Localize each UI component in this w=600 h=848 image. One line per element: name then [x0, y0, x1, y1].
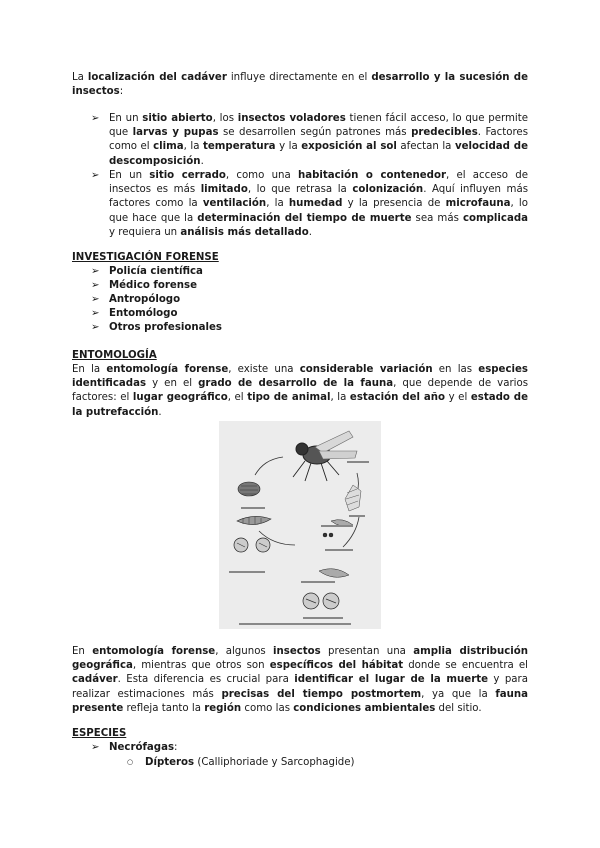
bold-run: estado de la putrefacción — [72, 392, 528, 418]
list-item: ➢ Policía científica — [91, 266, 203, 277]
bold-run: fauna presente — [72, 688, 528, 714]
text-run: En la — [72, 364, 107, 375]
bold-run: insectos voladores — [237, 113, 346, 124]
text-run: , la — [330, 392, 350, 404]
arrow-bullet-icon: ➢ — [91, 280, 100, 291]
text-run: , existe una — [228, 364, 300, 375]
text-run: , ya que la — [421, 688, 496, 700]
arrow-bullet-icon: ➢ — [91, 113, 100, 124]
text-run: En un — [109, 170, 150, 181]
text-run: tienen fácil acceso, lo que permite que — [109, 113, 528, 139]
text-run: como las — [241, 702, 294, 714]
bold-run: precisas del tiempo postmortem — [221, 688, 422, 700]
text-run: . — [200, 155, 204, 167]
circle-bullet-icon: ○ — [127, 758, 134, 766]
text-run: y el — [445, 392, 471, 404]
text-run: En — [72, 646, 93, 657]
bold-run: larvas y pupas — [132, 127, 219, 139]
bold-run: complicada — [462, 212, 528, 224]
bold-run: colonización — [352, 184, 424, 196]
bold-run: identificar el lugar de la muerte — [294, 674, 489, 686]
text-run: , los — [212, 113, 238, 124]
text-run: . Esta diferencia es crucial para — [117, 674, 295, 686]
text-run: y para realizar estimaciones más — [72, 674, 528, 700]
section-heading-entomologia: ENTOMOLOGÍA — [72, 350, 157, 361]
bold-run: exposición al sol — [301, 141, 397, 153]
bold-run: tipo de animal — [247, 392, 331, 404]
pupa-drawing — [238, 482, 260, 496]
bullet-text — [91, 169, 528, 240]
text-run: , mientras que otros son — [132, 660, 270, 672]
sub-list-item-dipteros: ○ Dípteros (Calliphoriade y Sarcophagide) — [127, 757, 355, 768]
text-run: En un — [109, 113, 143, 124]
bold-run: sitio abierto — [142, 113, 213, 124]
bold-run: grado de desarrollo de la fauna — [198, 378, 394, 390]
list-item: ➢ Entomólogo — [91, 308, 178, 319]
bold-run: entomología forense — [106, 364, 229, 375]
text-run: , la — [266, 198, 289, 210]
text-run: del sitio. — [435, 702, 482, 714]
text-run: y la — [275, 141, 302, 153]
text-run: y la presencia de — [342, 198, 446, 210]
entomologia-paragraph — [72, 363, 528, 420]
bold-run: considerable variación — [299, 364, 433, 375]
bold-run: sitio cerrado — [149, 170, 226, 181]
text-run: , la — [183, 141, 204, 153]
section-heading-investigacion: INVESTIGACIÓN FORENSE — [72, 252, 219, 263]
text-run: , el acceso de insectos es más — [109, 170, 528, 196]
text-run: en las — [432, 364, 479, 375]
bold-run: análisis más detallado — [180, 226, 309, 238]
text-run: y requiera un — [109, 226, 181, 238]
text-run: , que depende de varios factores: el — [72, 378, 528, 404]
text-run: y en el — [146, 378, 199, 390]
life-cycle-illustration — [219, 421, 381, 629]
text-run: . Aquí influyen más factores como la — [109, 184, 529, 210]
arrow-bullet-icon: ➢ — [91, 322, 100, 333]
bullet-text — [91, 112, 528, 169]
text-run: donde se encuentra el — [403, 660, 528, 672]
bold-run: predecibles — [411, 127, 478, 139]
bold-run: estación del año — [349, 392, 445, 404]
text-run: sea más — [411, 212, 463, 224]
bold-run: lugar geográfico — [132, 392, 228, 404]
list-item: ➢ Otros profesionales — [91, 322, 222, 333]
bold-run: microfauna — [445, 198, 511, 210]
text-run: . — [158, 406, 162, 418]
text-run: . Factores como el — [109, 127, 529, 153]
bold-run: específicos del hábitat — [269, 660, 404, 672]
bold-run: ventilación — [202, 198, 267, 210]
insect-life-cycle-figure — [219, 421, 381, 629]
text-run: , el — [227, 392, 248, 404]
bold-run: limitado — [200, 184, 248, 196]
text-run: , como una — [225, 170, 298, 181]
bullet-open-site — [91, 112, 528, 169]
text-run: , algunos — [215, 646, 274, 657]
text-run: se desarrollen según patrones más — [218, 127, 412, 139]
text-run: . — [308, 226, 312, 238]
bold-run: amplia distribución geográfica — [72, 646, 529, 672]
bold-run: habitación o contenedor — [297, 170, 446, 181]
intro-paragraph: La localización del cadáver influye directamente en el desarrollo y la sucesión de insectos: — [72, 72, 529, 98]
list-item-necrofagas: ➢ Necrófagas: — [91, 742, 178, 753]
bold-run: entomología forense — [92, 646, 216, 657]
arrow-bullet-icon: ➢ — [91, 266, 100, 277]
distribution-paragraph — [72, 645, 528, 716]
text-run: , lo que retrasa la — [247, 184, 353, 196]
bold-run: determinación del tiempo de muerte — [197, 212, 412, 224]
bold-run: especies identificadas — [72, 364, 528, 390]
bold-run: temperatura — [203, 141, 276, 153]
list-item: ➢ Médico forense — [91, 280, 198, 291]
bold-run: velocidad de descomposición — [109, 141, 528, 167]
arrow-bullet-icon: ➢ — [91, 742, 100, 753]
list-item: ➢ Antropólogo — [91, 294, 181, 305]
text-run: presentan una — [320, 646, 414, 657]
bold-run: insectos — [273, 646, 321, 657]
bold-run: región — [204, 702, 242, 714]
arrow-bullet-icon: ➢ — [91, 308, 100, 319]
bold-run: condiciones ambientales — [293, 702, 436, 714]
bold-run: clima — [153, 141, 184, 153]
bold-run: cadáver — [72, 674, 118, 686]
arrow-bullet-icon: ➢ — [91, 294, 100, 305]
text-run: afectan la — [396, 141, 455, 153]
arrow-bullet-icon: ➢ — [91, 170, 100, 181]
section-heading-especies: ESPECIES — [72, 728, 127, 739]
text-run: , lo que hace que la — [109, 198, 528, 224]
bold-run: humedad — [288, 198, 343, 210]
text-run: refleja tanto la — [123, 702, 205, 714]
bullet-closed-site — [91, 169, 528, 240]
